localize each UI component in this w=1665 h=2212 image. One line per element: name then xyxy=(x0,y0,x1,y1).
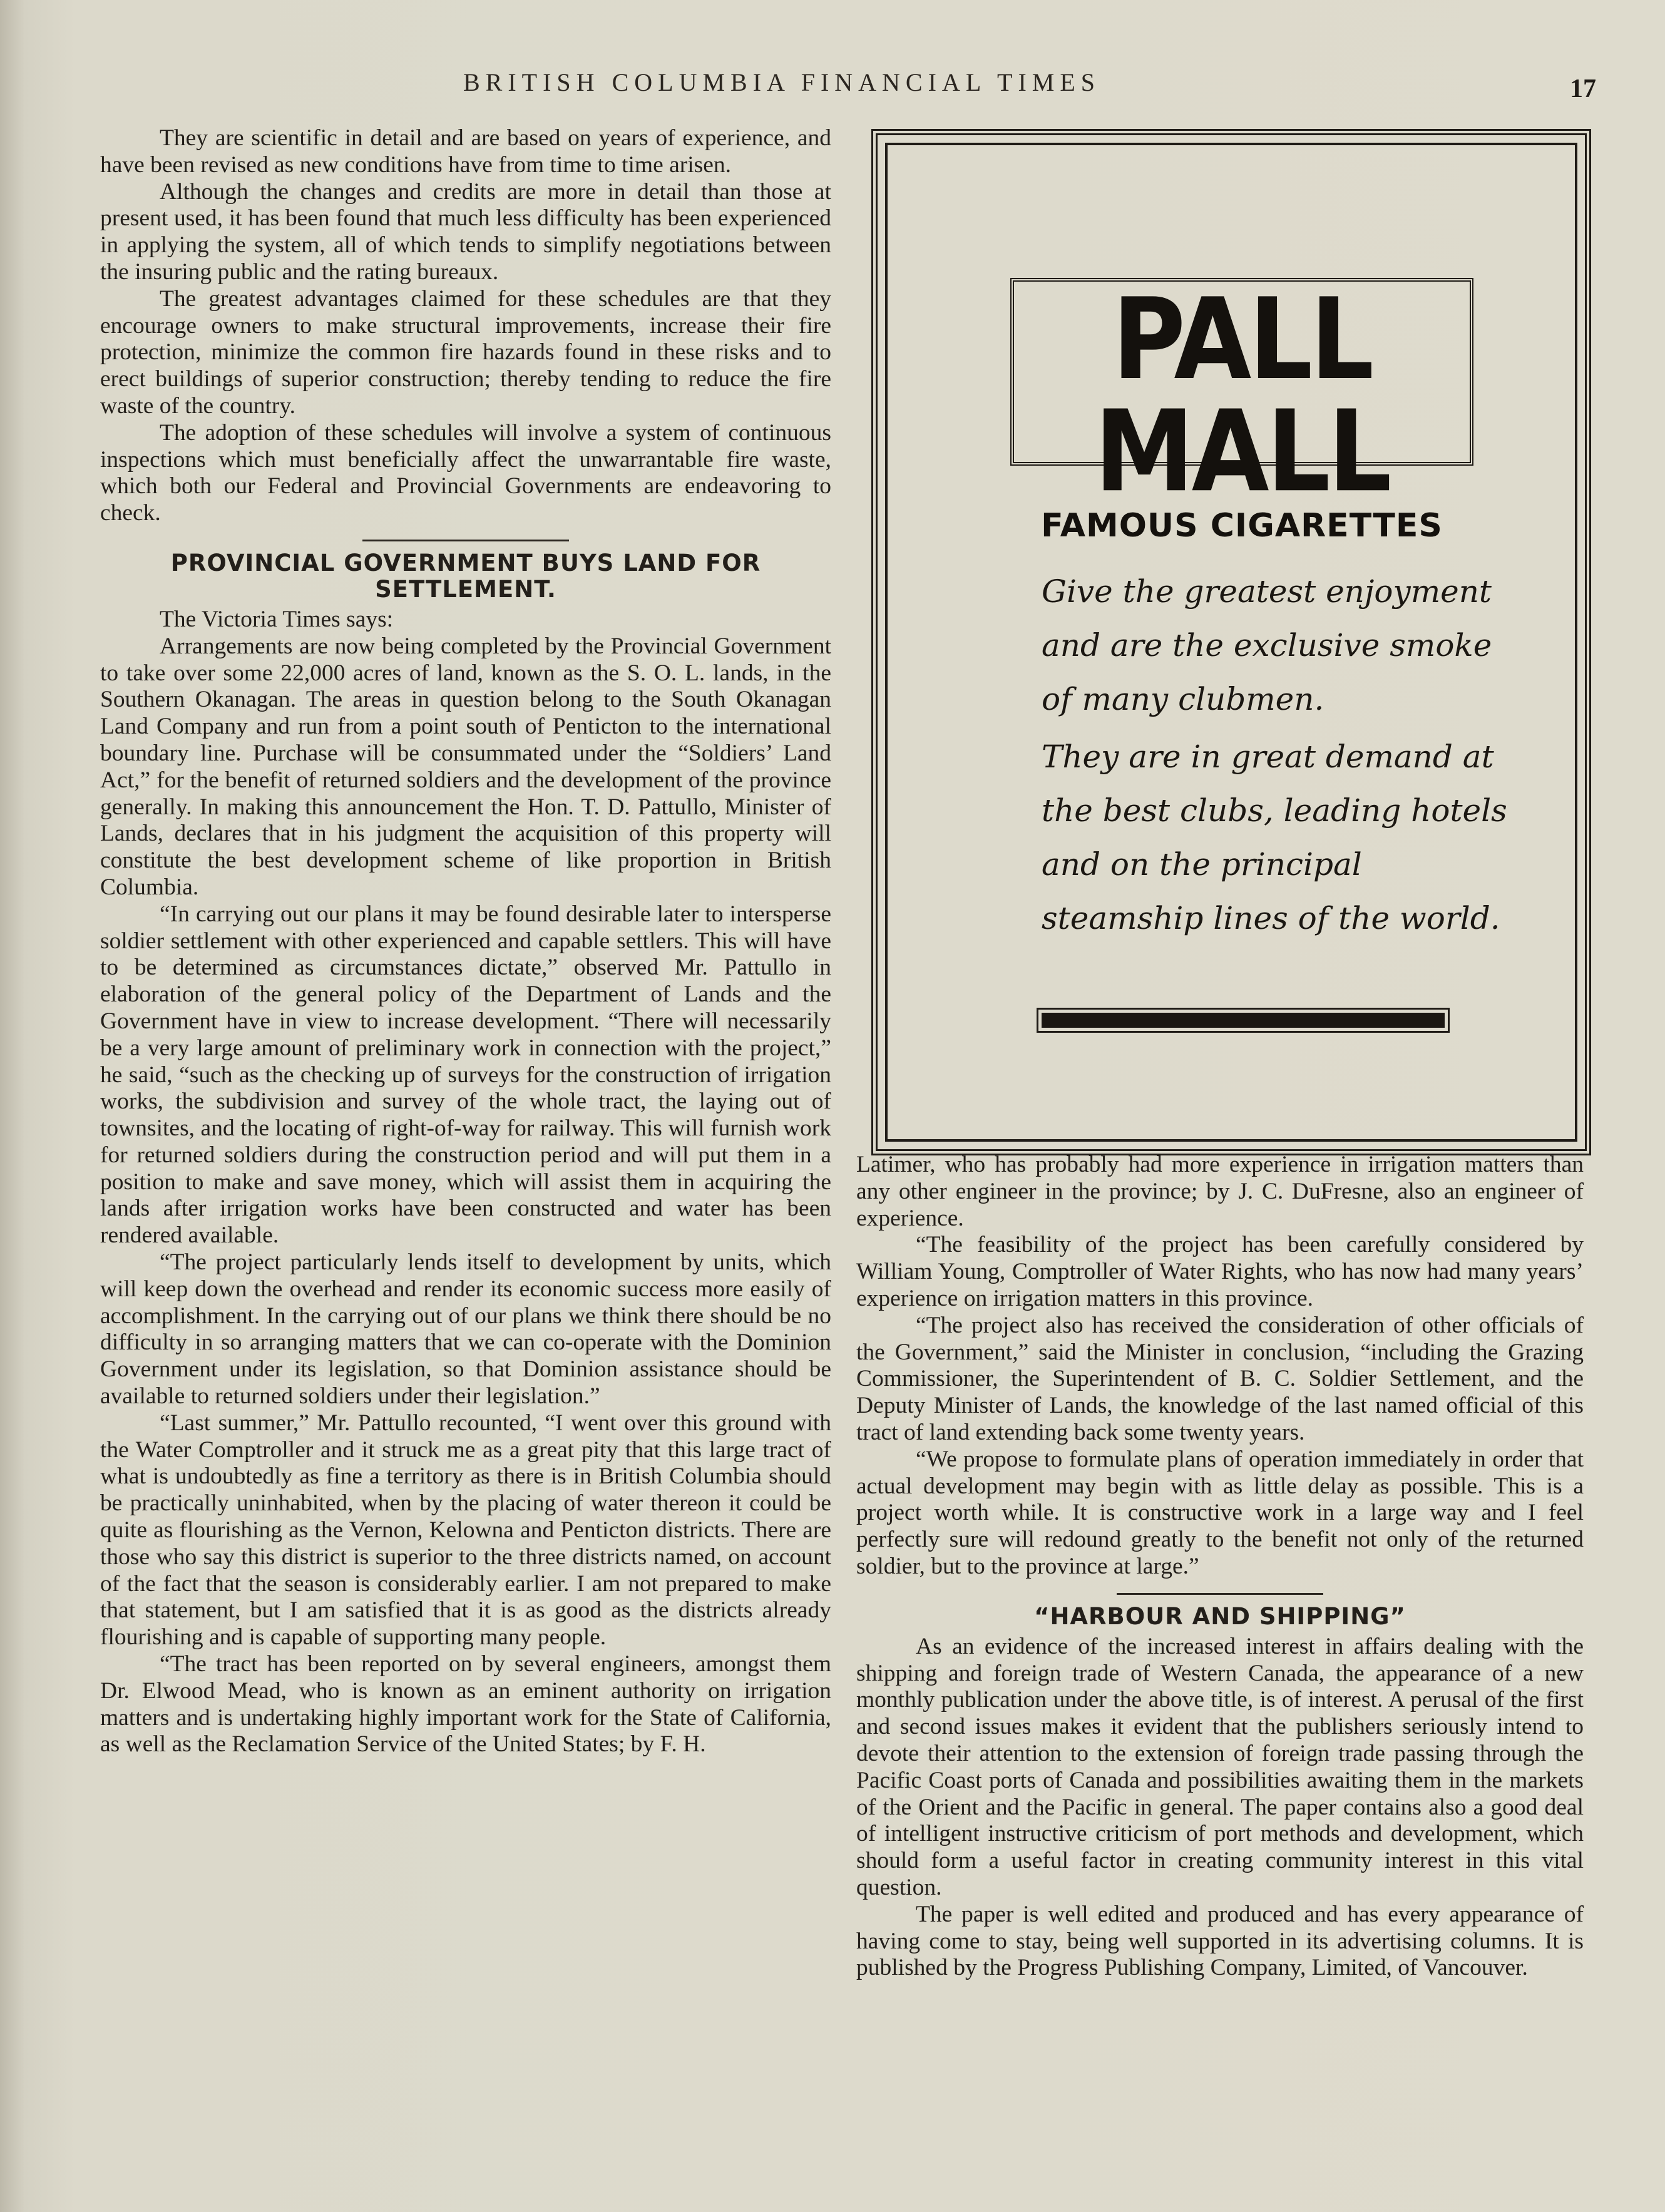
paragraph: As an evidence of the increased interest in affairs dealing with the shipping and foreign trade of Western Canada, the appearance of a new monthly publication under the above title, is of interest. A perusal of the first and second issues makes it evident that the publishers seriously intend to devote their attention to the extension of foreign trade passing through the Pacific Coast ports of Canada and possibilities awaiting them in the markets of the Orient and the Pacific in general. The paper contains also a good deal of intelligent instructive criticism of port methods and development, which should form a useful factor in creating community interest in this vital question. xyxy=(856,1633,1584,1900)
right-column xyxy=(856,1152,1584,1982)
paragraph: The Victoria Times says: xyxy=(160,606,394,632)
paragraph: “In carrying out our plans it may be found desirable later to intersperse soldier settlement with other experienced and capable settlers. This will have to be determined as circumstances dictate,” observed Mr. Pattullo in elaboration of the general policy of the Department of Lands and the Government have in view to increase development. “There will necessarily be a very large amount of preliminary work in connection with the project,” he said, “such as the checking up of surveys for the construction of irrigation works, the subdivision and survey of the whole tract, the laying out of townsites, and the locating of right-of-way for railway. This will furnish work for returned soldiers during the construction period and will put them in a position to make and save money, which will assist them in acquiring the lands after irrigation works have been constructed and water has been rendered available. xyxy=(100,901,831,1249)
paragraph: Although the changes and credits are more in detail than those at present used, it has been found that much less difficulty has been experienced in applying the system, all of which tends to simplify negotiations between the insuring public and the rating bureaux. xyxy=(100,178,831,285)
paragraph: “The project also has received the consideration of other officials of the Government,” said the Minister in conclusion, “including the Grazing Commissioner, the Superintendent of B. C. Soldier Settlement, and the Deputy Minister of Lands, the knowledge of the last named official of this tract of land extending back some twenty years. xyxy=(856,1312,1584,1445)
paragraph: The adoption of these schedules will involve a system of continuous inspections which must beneficially affect the unwarrantable fire waste, which both our Federal and Provincial Governments are endeavoring to check. xyxy=(100,419,831,526)
page-number: 17 xyxy=(1570,74,1596,103)
paragraph: The greatest advantages claimed for these schedules are that they encourage owners to make structural improvements, increase their fire protection, minimize the common fire hazards found in these risks and to erect buildings of superior construction; thereby tending to reduce the fire waste of the country. xyxy=(100,285,831,419)
decorative-bar xyxy=(1037,1008,1450,1033)
paragraph: “The project particularly lends itself to development by units, which will keep down the overhead and render its economic success more easily of accomplishment. In the carrying out of our plans we think there should be no difficulty in so arranging matters that we can co-operate with the Dominion Government under its legislation, so that Dominion assistance should be available to returned soldiers under their legislation.” xyxy=(100,1249,831,1410)
decorative-bar-fill xyxy=(1042,1013,1445,1028)
paragraph: “The feasibility of the project has been carefully considered by William Young, Comptroller of Water Rights, who has now had many years’ experience on irrigation matters in this province. xyxy=(856,1232,1584,1311)
cigarette-advertisement xyxy=(871,129,1591,1155)
slogan-line: They are in great demand at the best clubs, leading hotels and on the principal steamship lines of the world. xyxy=(1042,739,1507,936)
left-column xyxy=(100,125,831,1758)
section-divider xyxy=(362,540,569,541)
brand-tagline: FAMOUS CIGARETTES xyxy=(1041,507,1443,545)
paragraph: Arrangements are now being completed by the Provincial Government to take over some 22,000 acres of land, known as the S. O. L. lands, in the Southern Okanagan. The areas in question belong to the South Okanagan Land Company and run from a point south of Penticton to the international boundary line. Purchase will be consummated under the “Soldiers’ Land Act,” for the benefit of returned soldiers and the development of the province generally. In making this announcement the Hon. T. D. Pattullo, Minister of Lands, declares that in his judgment the acquisition of this property will constitute the best development scheme of like proportion in British Columbia. xyxy=(100,633,831,900)
brand-logo-box xyxy=(1010,274,1473,545)
slogan-line: Give the greatest enjoyment and are the exclusive smoke of many clubmen. xyxy=(1042,573,1492,717)
article-headline: PROVINCIAL GOVERNMENT BUYS LAND FOR SETTLEMENT. xyxy=(170,549,761,603)
paragraph: “The tract has been reported on by several engineers, amongst them Dr. Elwood Mead, who is known as an eminent authority on irrigation matters and is undertaking highly important work for the State of California, as well as the Reclamation Service of the United States; by F. H. xyxy=(100,1651,831,1758)
paragraph: “Last summer,” Mr. Pattullo recounted, “I went over this ground with the Water Comptroller and it struck me as a great pity that this large tract of what is undoubtedly as fine a territory as there is in British Columbia should be practically uninhabited, when by the placing of water thereon it could be quite as flourishing as the Vernon, Kelowna and Penticton districts. There are those who say this district is superior to the three districts named, on account of the fact that the season is considerably earlier. I am not prepared to make that statement, but I am satisfied that it is as good as the districts already flourishing and is capable of supporting many people. xyxy=(100,1410,831,1651)
paragraph: They are scientific in detail and are based on years of experience, and have been revised as new conditions have from time to time arisen. xyxy=(100,125,831,178)
running-header: BRITISH COLUMBIA FINANCIAL TIMES xyxy=(463,68,1101,96)
advertisement-slogan xyxy=(1042,565,1517,945)
paragraph: “We propose to formulate plans of operation immediately in order that actual development may begin with as little delay as possible. This is a project worth while. It is constructive work in a large way and I feel perfectly sure will redound greatly to the benefit not only of the returned soldier, but to the province at large.” xyxy=(856,1446,1584,1579)
article-headline: “HARBOUR AND SHIPPING” xyxy=(1034,1602,1406,1630)
paragraph: Latimer, who has probably had more experience in irrigation matters than any other engineer in the province; by J. C. DuFresne, also an engineer of experience. xyxy=(856,1152,1584,1231)
paragraph: The paper is well edited and produced and has every appearance of having come to stay, being well supported in its advertising columns. It is published by the Progress Publishing Company, Limited, of Vancouver. xyxy=(856,1901,1584,1981)
section-divider xyxy=(1117,1593,1323,1595)
brand-name: PALL MALL xyxy=(1094,274,1390,517)
advertisement-inner-frame xyxy=(885,143,1577,1142)
